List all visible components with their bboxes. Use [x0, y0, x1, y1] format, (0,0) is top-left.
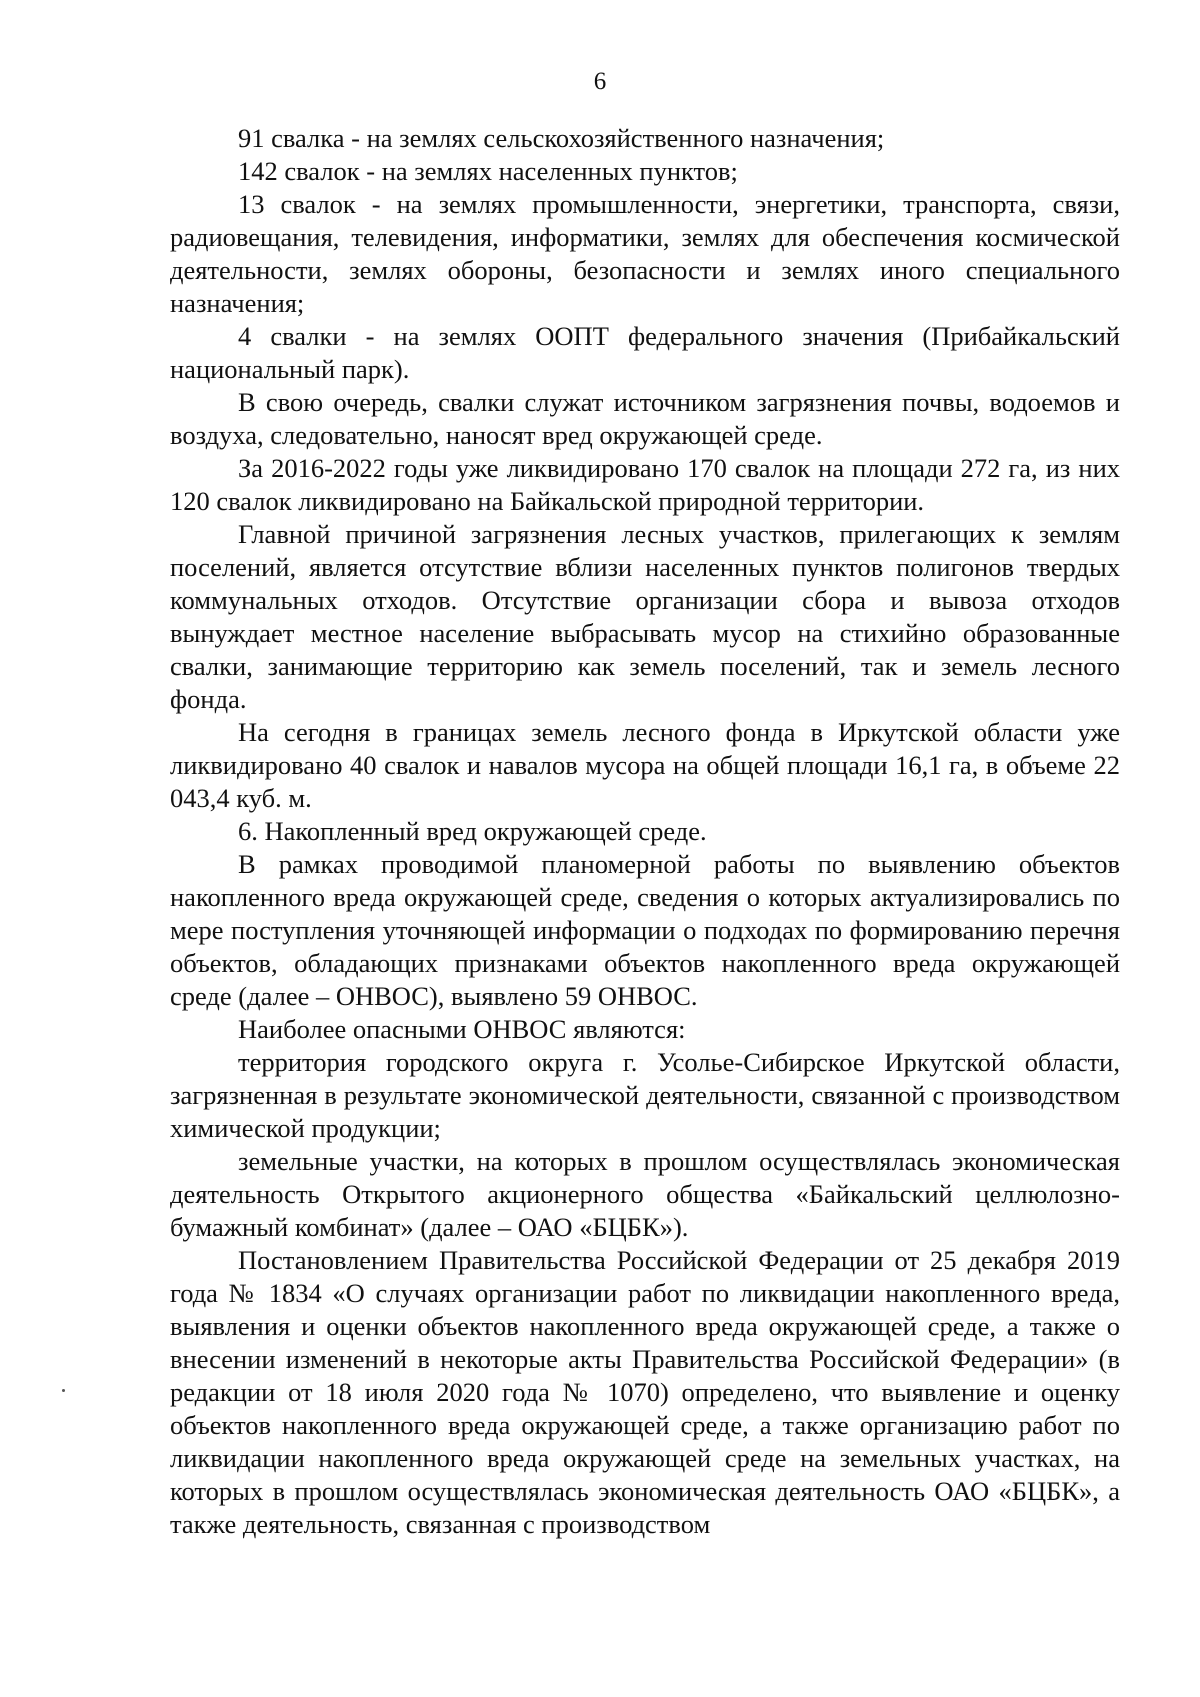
paragraph-forest-fund-liquidated: На сегодня в границах земель лесного фонда в Иркутской области уже ликвидировано 40 свалок и навалов мусора на общей площади 16,1 га, в объеме 22 043,4 куб. м.	[170, 717, 1120, 813]
paragraph-usolye-sibirskoye: территория городского округа г. Усолье-Сибирское Иркутской области, загрязненная в результате экономической деятельности, связанной с производством химической продукции;	[170, 1047, 1120, 1143]
paragraph-onvos-identified: В рамках проводимой планомерной работы по выявлению объектов накопленного вреда окружающей среде, сведения о которых актуализировались по мере поступления уточняющей информации о подходах по формированию перечня объектов, обладающих признаками объектов накопленного вреда окружающей среде (далее – ОНВОС), выявлено 59 ОНВОС.	[170, 849, 1120, 1011]
paragraph-forest-pollution-cause: Главной причиной загрязнения лесных участков, прилегающих к землям поселений, является отсутствие вблизи населенных пунктов полигонов твердых коммунальных отходов. Отсутствие организации сбора и вывоза отходов вынуждает местное население выбрасывать мусор на стихийно образованные свалки, занимающие территорию как земель поселений, так и земель лесного фонда.	[170, 519, 1120, 714]
scan-speck	[62, 1389, 65, 1392]
page-number: 6	[593, 68, 607, 95]
paragraph-bcbk-sites: земельные участки, на которых в прошлом осуществлялась экономическая деятельность Открытого акционерного общества «Байкальский целлюлозно-бумажный комбинат» (далее – ОАО «БЦБК»).	[170, 1146, 1120, 1242]
paragraph-landfill-harm: В свою очередь, свалки служат источником загрязнения почвы, водоемов и воздуха, следовательно, наносят вред окружающей среде.	[170, 387, 1120, 450]
paragraph-landfills-agricultural: 91 свалка - на землях сельскохозяйственного назначения;	[238, 123, 885, 153]
paragraph-landfills-settlements: 142 свалок - на землях населенных пунктов;	[238, 156, 738, 186]
paragraph-most-dangerous-onvos: Наиболее опасными ОНВОС являются:	[238, 1014, 686, 1044]
paragraph-landfills-industry: 13 свалок - на землях промышленности, энергетики, транспорта, связи, радиовещания, телевидения, информатики, землях для обеспечения космической деятельности, землях обороны, безопасности и землях иного специального назначения;	[170, 189, 1120, 318]
paragraph-liquidated-2016-2022: За 2016-2022 годы уже ликвидировано 170 свалок на площади 272 га, из них 120 свалок ликвидировано на Байкальской природной территории.	[170, 453, 1120, 516]
document-body	[170, 122, 1120, 1541]
paragraph-landfills-protected-areas: 4 свалки - на землях ООПТ федерального значения (Прибайкальский национальный парк).	[170, 321, 1120, 384]
paragraph-government-resolution: Постановлением Правительства Российской Федерации от 25 декабря 2019 года № 1834 «О случаях организации работ по ликвидации накопленного вреда, выявления и оценки объектов накопленного вреда окружающей среде, а также о внесении изменений в некоторые акты Правительства Российской Федерации» (в редакции от 18 июля 2020 года № 1070) определено, что выявление и оценку объектов накопленного вреда окружающей среде, а также организацию работ по ликвидации накопленного вреда окружающей среде на земельных участках, на которых в прошлом осуществлялась экономическая деятельность ОАО «БЦБК», а также деятельность, связанная с производством	[170, 1245, 1120, 1539]
section-heading-accumulated-harm: 6. Накопленный вред окружающей среде.	[238, 816, 707, 846]
